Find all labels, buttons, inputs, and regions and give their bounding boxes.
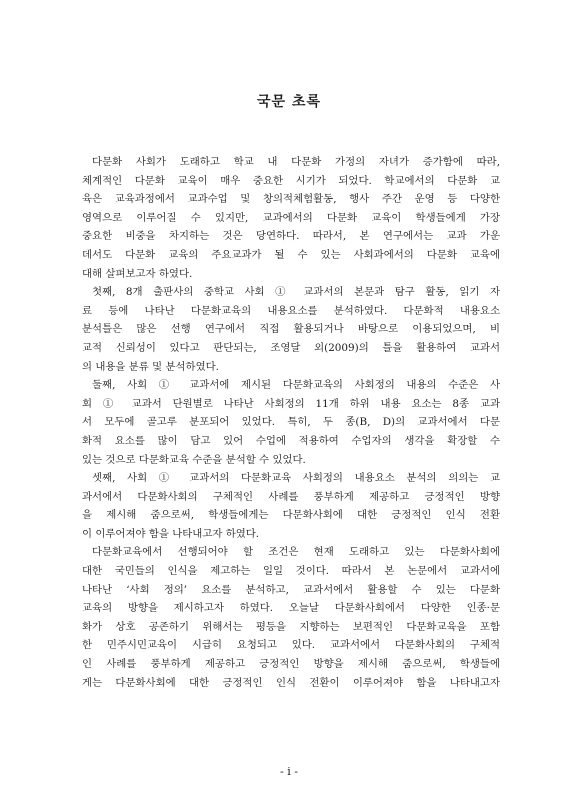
abstract-line: 영역으로 이루어질 수 있지만, 교과에서의 다문화 교육이 학생들에게 가장 xyxy=(82,211,500,224)
abstract-line: 육은 교육과정에서 교과수업 및 창의적체험활동, 행사 주간 운영 등 다양한 xyxy=(82,193,500,206)
abstract-line: 다문화교육에서 선행되어야 할 조건은 현재 도래하고 있는 다문화사회에 xyxy=(92,546,500,559)
abstract-line: 과서에서 다문화사회의 구체적인 사례를 풍부하게 제공하고 긍정적인 방향 xyxy=(82,490,500,503)
abstract-line: 셋째, 사회 ① 교과서의 다문화교육 사회정의 내용요소 분석의 의의는 교 xyxy=(92,472,500,485)
abstract-line: 한 민주시민교육이 시급히 요청되고 있다. 교과서에서 다문화사회의 구체적 xyxy=(82,639,500,652)
abstract-line: 서 모두에 골고루 분포되어 있었다. 특히, 두 종(B, D)의 교과서에서 다문 xyxy=(82,416,500,429)
abstract-line: 교적 신뢰성이 있다고 판단되는, 조영달 외(2009)의 틀을 활용하여 교과서 xyxy=(82,341,500,354)
abstract-line: 분석틀은 많은 선행 연구에서 직접 활용되거나 바탕으로 이용되었으며, 비 xyxy=(82,323,500,336)
abstract-line: 화가 상호 공존하기 위해서는 평등을 지향하는 보편적인 다문화교육을 포함 xyxy=(82,620,500,633)
abstract-line: 대한 국민들의 인식을 제고하는 일일 것이다. 따라서 본 논문에서 교과서에 xyxy=(82,565,500,578)
abstract-line: 데서도 다문화 교육의 주요교과가 될 수 있는 사회과에서의 다문화 교육에 xyxy=(82,248,500,261)
abstract-line: 있는 것으로 다문화교육 수준을 분석할 수 있었다. xyxy=(82,453,306,466)
abstract-line: 화적 요소를 많이 담고 있어 수업에 적용하여 수업자의 생각을 확장할 수 xyxy=(82,434,500,447)
abstract-line: 둘째, 사회 ① 교과서에 제시된 다문화교육의 사회정의 내용의 수준은 사 xyxy=(92,379,500,392)
abstract-body xyxy=(82,153,500,692)
abstract-line: 대해 살펴보고자 하였다. xyxy=(82,267,193,280)
abstract-line: 의 내용을 분류 및 분석하였다. xyxy=(82,360,219,373)
abstract-line: 체계적인 다문화 교육이 매우 중요한 시기가 되었다. 학교에서의 다문화 교 xyxy=(82,174,500,187)
abstract-line: 교육의 방향을 제시하고자 하였다. 오늘날 다문화사회에서 다양한 인종·문 xyxy=(82,602,500,615)
page-number: - i - xyxy=(280,765,298,778)
abstract-line: 게는 다문화사회에 대한 긍정적인 인식 전환이 이루어져야 함을 나타내고자 xyxy=(82,676,500,689)
abstract-line: 인 사례를 풍부하게 제공하고 긍정적인 방향을 제시해 줌으로써, 학생들에 xyxy=(82,658,500,671)
abstract-line: 료 등에 나타난 다문화교육의 내용요소를 분석하였다. 다문화적 내용요소 xyxy=(82,304,500,317)
abstract-line: 중요한 비중을 차지하는 것은 당연하다. 따라서, 본 연구에서는 교과 가운 xyxy=(82,230,500,243)
abstract-line: 회 ① 교과서 단원별로 나타난 사회정의 11개 하위 내용 요소는 8종 교과 xyxy=(82,397,500,410)
abstract-line: 이 이루어져야 함을 나타내고자 하였다. xyxy=(82,527,260,540)
abstract-line: 다문화 사회가 도래하고 학교 내 다문화 가정의 자녀가 증가함에 따라, xyxy=(92,156,500,168)
page-title: 국문 초록 xyxy=(257,94,321,110)
abstract-line: 첫째, 8개 출판사의 중학교 사회 ① 교과서의 본문과 탐구 활동, 읽기 자 xyxy=(92,286,500,299)
abstract-line: 을 제시해 줌으로써, 학생들에게는 다문화사회에 대한 긍정적인 인식 전환 xyxy=(82,509,500,522)
abstract-line: 나타난 ‘사회 정의’ 요소를 분석하고, 교과서에서 활용할 수 있는 다문화 xyxy=(82,583,500,596)
